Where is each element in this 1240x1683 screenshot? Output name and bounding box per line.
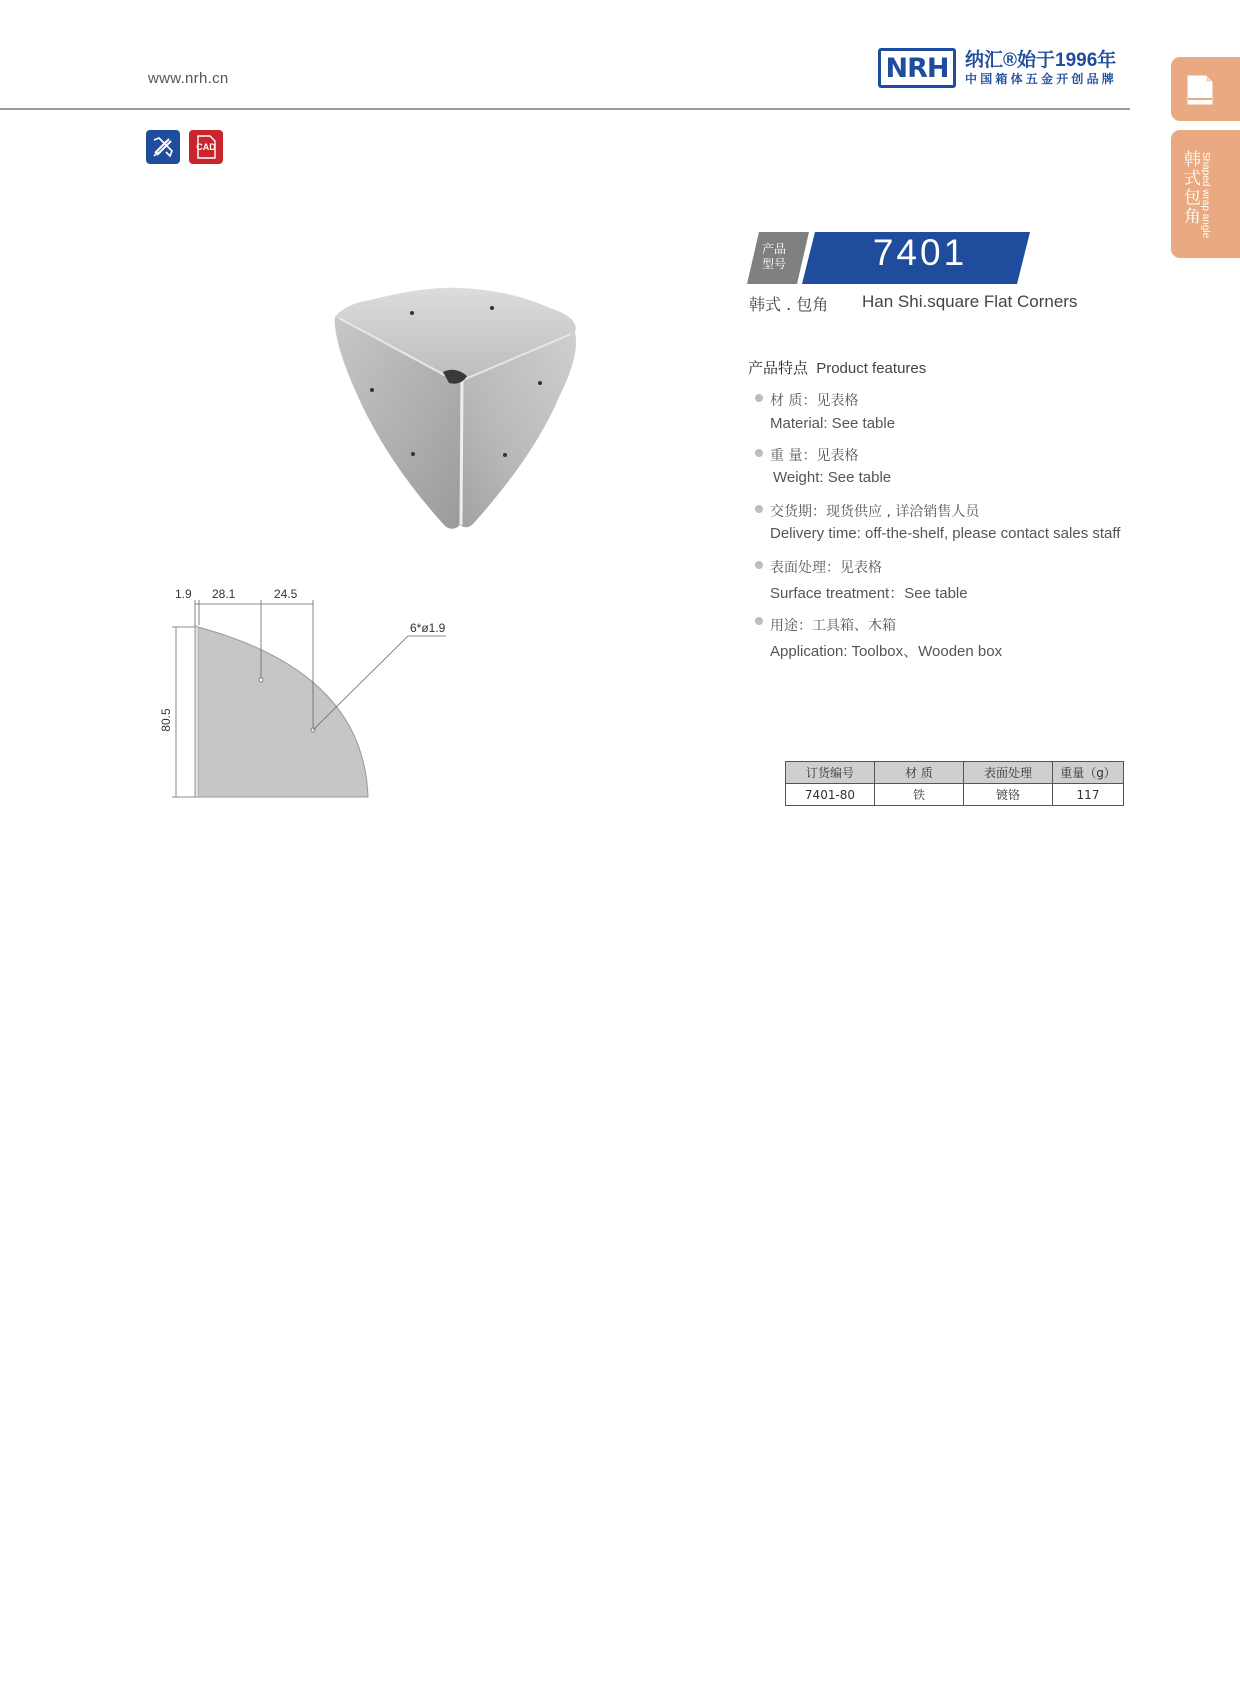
dim-label-a: 1.9 [175,587,192,601]
product-subtitle-cn: 韩式 . 包角 [749,295,829,314]
table-cell-surface: 镀铬 [964,784,1053,806]
technical-drawing [150,580,470,810]
feature-bullet [755,449,763,457]
spec-table [785,761,1124,806]
feature-material-cn: 材 质：见表格 [770,393,859,409]
hole-note: 6*ø1.9 [410,621,446,635]
model-number: 7401 [872,232,968,273]
feature-weight-en: Weight: See table [773,469,892,486]
feature-material-en: Material: See table [770,415,896,432]
dim-label-c: 24.5 [274,587,298,601]
feature-bullet [755,505,763,513]
model-label-line2: 型号 [762,257,787,271]
table-row [786,784,1124,806]
product-subtitle-en: Han Shi.square Flat Corners [862,292,1078,311]
table-header-order-no: 订货编号 [786,762,875,784]
cad-icon-label: CAD [196,142,216,152]
table-header-surface: 表面处理 [964,762,1053,784]
logo-tagline: 纳汇®始于1996年 [965,49,1117,71]
table-header-material: 材 质 [875,762,964,784]
table-cell-weight: 117 [1053,784,1124,806]
feature-weight-cn: 重 量：见表格 [770,448,859,464]
feature-bullet [755,394,763,402]
dim-label-height: 80.5 [159,708,173,732]
side-tab-category-en: Shaped wrap angle [1200,152,1211,239]
3d-model-icon[interactable] [146,130,180,164]
header-divider [0,108,1130,110]
feature-delivery-en: Delivery time: off-the-shelf, please contact sales staff [770,525,1121,542]
model-label-line1: 产品 [762,242,787,256]
table-cell-material: 铁 [875,784,964,806]
features-heading-cn: 产品特点 [748,359,809,377]
table-header-weight: 重量（g） [1053,762,1124,784]
product-render [325,280,595,540]
feature-application-en: Application: Toolbox、Wooden box [770,643,1003,660]
site-url[interactable]: www.nrh.cn [148,70,229,87]
feature-bullet [755,617,763,625]
feature-surface-cn: 表面处理：见表格 [770,560,882,576]
brand-logo [878,48,1117,88]
feature-application-cn: 用途：工具箱、木箱 [770,618,896,634]
logo-slogan: 中国箱体五金开创品牌 [965,71,1118,86]
side-tab-category-cn: 韩式包角 [1180,150,1200,226]
logo-mark: NRH [878,48,956,88]
table-header-row [786,762,1124,784]
document-icon [1184,72,1216,108]
features-heading-en: Product features [816,360,927,377]
dim-label-b: 28.1 [212,587,236,601]
feature-delivery-cn: 交货期：现货供应 , 详洽销售人员 [770,504,980,520]
features-heading [748,357,926,378]
feature-surface-en: Surface treatment：See table [770,585,968,602]
feature-bullet [755,561,763,569]
table-cell-order-no: 7401-80 [786,784,875,806]
